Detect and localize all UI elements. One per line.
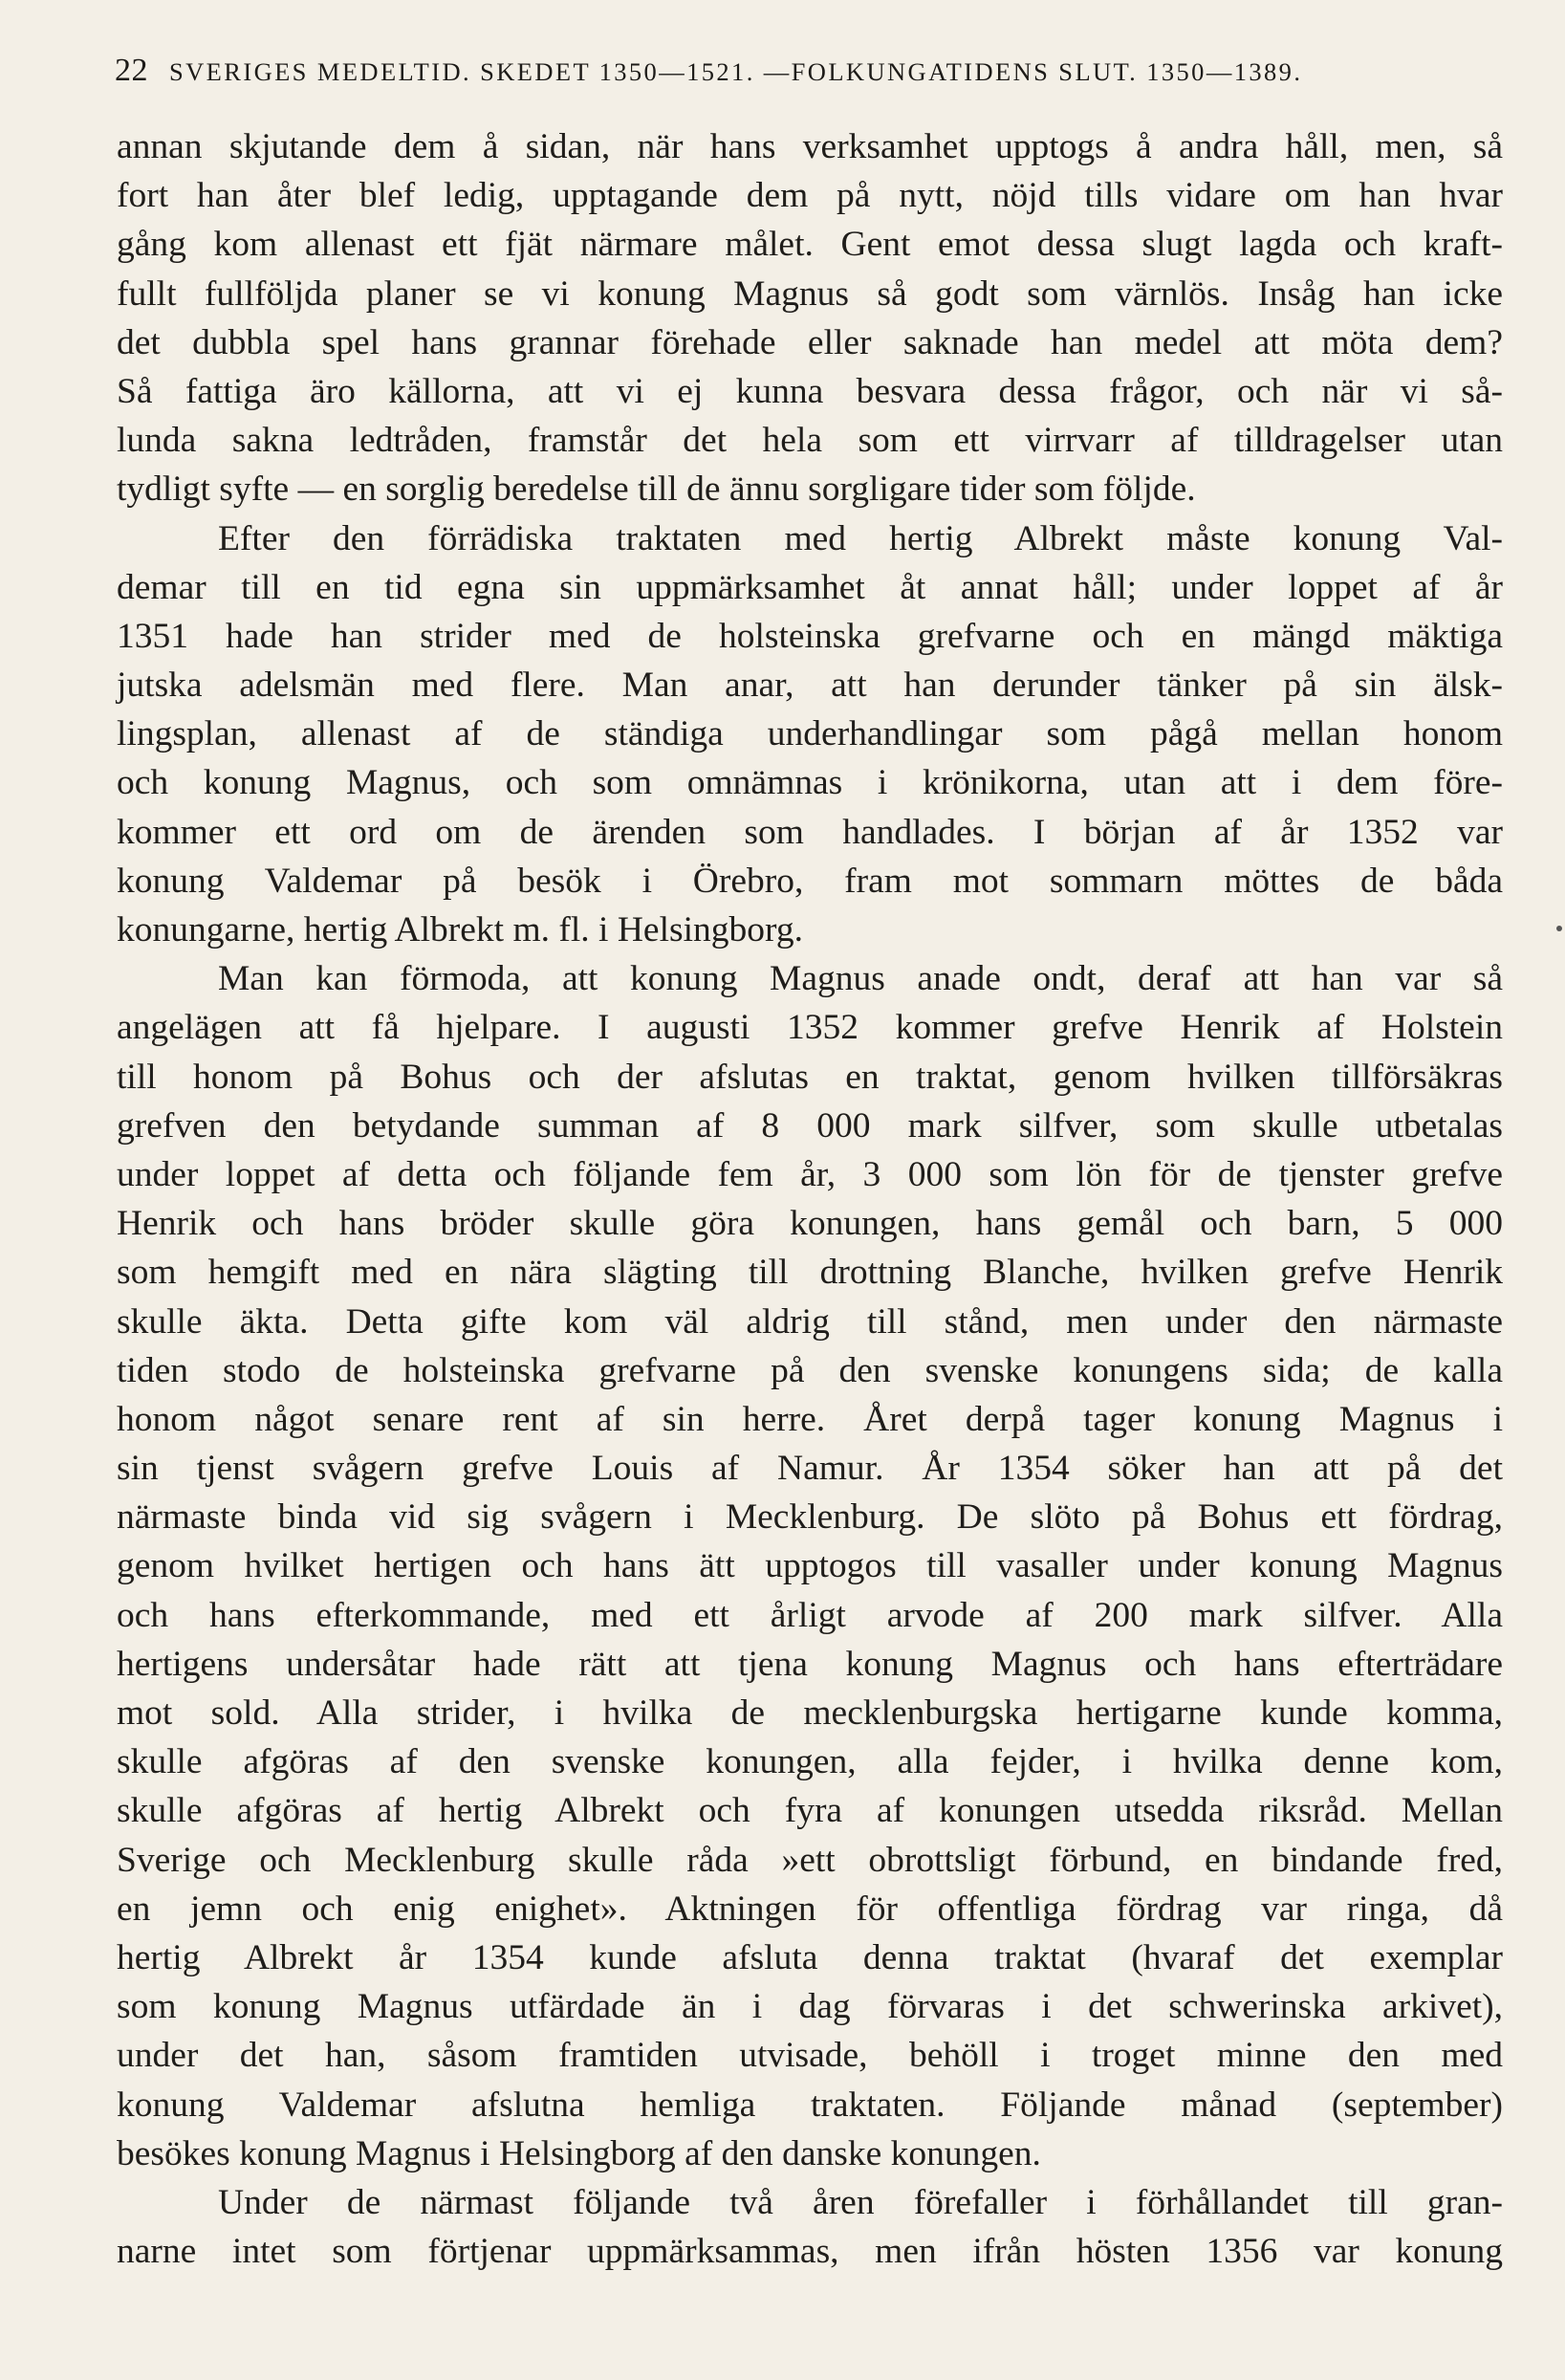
text-line: skulle afgöras af hertig Albrekt och fyra af konungen utsedda riksråd. Mellan — [117, 1791, 1503, 1831]
text-line: Efter den förrädiska traktaten med hertig Albrekt måste konung Val- — [218, 518, 1503, 558]
text-line: och konung Magnus, och som omnämnas i krönikorna, utan att i dem före- — [117, 763, 1503, 803]
text-line: under det han, såsom framtiden utvisade, behöll i troget minne den med — [117, 2036, 1503, 2076]
margin-dot — [1556, 926, 1562, 931]
text-line: mot sold. Alla strider, i hvilka de mecklenburgska hertigarne kunde komma, — [117, 1693, 1503, 1733]
text-line: och hans efterkommande, med ett årligt arvode af 200 mark silfver. Alla — [117, 1595, 1503, 1635]
page-number: 22 — [115, 53, 148, 88]
text-line: det dubbla spel hans grannar förehade eller saknade han medel att möta dem? — [117, 322, 1503, 362]
text-line: fort han åter blef ledig, upptagande dem på nytt, nöjd tills vidare om han hvar — [117, 176, 1503, 216]
text-line: annan skjutande dem å sidan, när hans verksamhet upptogs å andra håll, men, så — [117, 127, 1503, 166]
text-line: Sverige och Mecklenburg skulle råda »ett obrottsligt förbund, en bindande fred, — [117, 1840, 1503, 1880]
text-line: Under de närmast följande två åren förefaller i förhållandet till gran- — [218, 2182, 1503, 2222]
text-line: Henrik och hans bröder skulle göra konungen, hans gemål och barn, 5 000 — [117, 1204, 1503, 1244]
text-line: 1351 hade han strider med de holsteinska grefvarne och en mängd mäktiga — [117, 616, 1503, 656]
text-line: Så fattiga äro källorna, att vi ej kunna besvara dessa frågor, och när vi så- — [117, 371, 1503, 411]
running-head: SVERIGES MEDELTID. SKEDET 1350—1521. —FOLKUNGATIDENS SLUT. 1350—1389. — [169, 57, 1303, 86]
text-line: gång kom allenast ett fjät närmare målet. Gent emot dessa slugt lagda och kraft- — [117, 225, 1503, 265]
text-line: Man kan förmoda, att konung Magnus anade ondt, deraf att han var så — [218, 959, 1503, 999]
text-line: konungarne, hertig Albrekt m. fl. i Helsingborg. — [117, 910, 803, 950]
text-line: hertig Albrekt år 1354 kunde afsluta denna traktat (hvaraf det exemplar — [117, 1937, 1503, 1977]
text-line: konung Valdemar afslutna hemliga traktaten. Följande månad (september) — [117, 2085, 1503, 2125]
text-line: tiden stodo de holsteinska grefvarne på den svenske konungens sida; de kalla — [117, 1350, 1503, 1390]
text-line: lingsplan, allenast af de ständiga underhandlingar som pågå mellan honom — [117, 714, 1503, 754]
text-line: närmaste binda vid sig svågern i Mecklenburg. De slöto på Bohus ett fördrag, — [117, 1497, 1503, 1538]
text-line: grefven den betydande summan af 8 000 mark silfver, som skulle utbetalas — [117, 1105, 1503, 1146]
text-line: skulle afgöras af den svenske konungen, alla fejder, i hvilka denne kom, — [117, 1742, 1503, 1782]
text-line: en jemn och enig enighet». Aktningen för offentliga fördrag var ringa, då — [117, 1889, 1503, 1929]
body-text — [117, 122, 1503, 2276]
text-line: hertigens undersåtar hade rätt att tjena konung Magnus och hans efterträdare — [117, 1644, 1503, 1684]
text-line: konung Valdemar på besök i Örebro, fram mot sommarn möttes de båda — [117, 861, 1503, 901]
text-line: honom något senare rent af sin herre. Året derpå tager konung Magnus i — [117, 1399, 1503, 1439]
text-line: genom hvilket hertigen och hans ätt upptogos till vasaller under konung Magnus — [117, 1546, 1503, 1586]
text-line: tydligt syfte — en sorglig beredelse till de ännu sorgligare tider som följde. — [117, 469, 1196, 510]
text-line: som hemgift med en nära slägting till drottning Blanche, hvilken grefve Henrik — [117, 1253, 1503, 1293]
text-line: fullt fullföljda planer se vi konung Magnus så godt som värnlös. Insåg han icke — [117, 273, 1503, 314]
text-line: besökes konung Magnus i Helsingborg af den danske konungen. — [117, 2133, 1041, 2173]
text-line: som konung Magnus utfärdade än i dag förvaras i det schwerinska arkivet), — [117, 1987, 1503, 2027]
text-line: till honom på Bohus och der afslutas en traktat, genom hvilken tillförsäkras — [117, 1057, 1503, 1097]
text-line: demar till en tid egna sin uppmärksamhet åt annat håll; under loppet af år — [117, 567, 1503, 607]
text-line: sin tjenst svågern grefve Louis af Namur. År 1354 söker han att på det — [117, 1449, 1503, 1489]
page-header — [115, 53, 1511, 89]
text-line: skulle äkta. Detta gifte kom väl aldrig till stånd, men under den närmaste — [117, 1301, 1503, 1342]
text-line: lunda sakna ledtråden, framstår det hela som ett virrvarr af tilldragelser utan — [117, 421, 1503, 461]
text-line: jutska adelsmän med flere. Man anar, att han derunder tänker på sin älsk- — [117, 666, 1503, 706]
text-line: narne intet som förtjenar uppmärksammas, men ifrån hösten 1356 var konung — [117, 2232, 1503, 2272]
text-line: angelägen att få hjelpare. I augusti 1352 kommer grefve Henrik af Holstein — [117, 1008, 1503, 1048]
text-line: under loppet af detta och följande fem år, 3 000 som lön för de tjenster grefve — [117, 1154, 1503, 1194]
text-line: kommer ett ord om de ärenden som handlades. I början af år 1352 var — [117, 812, 1503, 852]
